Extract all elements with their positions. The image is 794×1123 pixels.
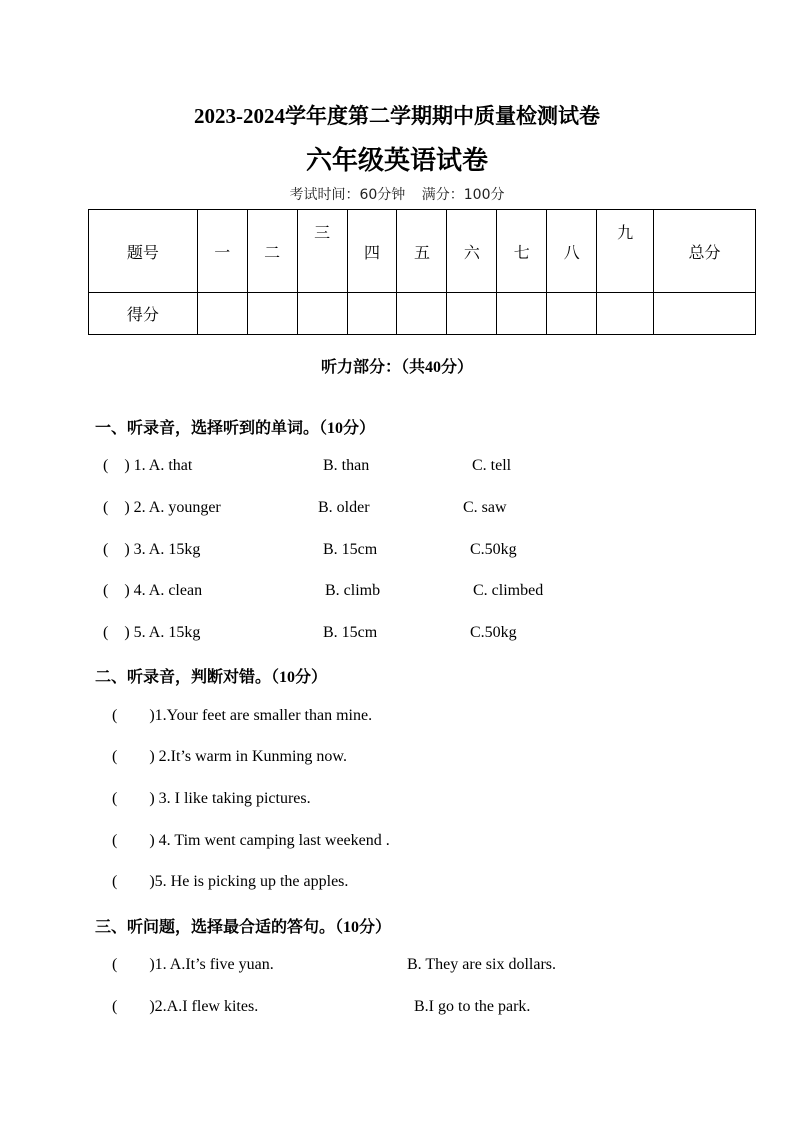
score-table-score-row (89, 293, 756, 335)
listening-part-heading: 听力部分：（共40分） (320, 359, 473, 376)
s1-q2-c: C. saw (463, 499, 507, 516)
section1-heading: 一、听录音，选择听到的单词。（10分） (95, 420, 376, 437)
section3-heading: 三、听问题，选择最合适的答句。（10分） (95, 919, 392, 936)
s1-q3-a: ( ) 3. A. 15kg (103, 541, 201, 558)
s1-q2-b: B. older (318, 499, 370, 516)
full-score: 满分：100分 (421, 187, 505, 203)
s2-q5: ( )5. He is picking up the apples. (112, 873, 349, 890)
score-input-cell[interactable] (297, 293, 347, 335)
s1-q4-a: ( ) 4. A. clean (103, 582, 203, 599)
s1-q4-b: B. climb (325, 582, 381, 599)
score-input-cell[interactable] (197, 293, 247, 335)
score-table (88, 209, 756, 335)
score-input-cell[interactable] (597, 293, 654, 335)
score-input-cell[interactable] (497, 293, 547, 335)
s1-q5-c: C.50kg (470, 624, 517, 641)
exam-time: 考试时间：60分钟 (289, 187, 406, 203)
s1-q1-a: ( ) 1. A. that (103, 457, 193, 474)
score-input-cell[interactable] (547, 293, 597, 335)
s1-q5-b: B. 15cm (323, 624, 378, 641)
table-cell: 六 (447, 210, 497, 293)
table-cell: 得分 (89, 293, 198, 335)
s3-q1-b: B. They are six dollars. (407, 956, 557, 973)
s3-q2-a: ( )2.A.I flew kites. (112, 998, 259, 1015)
s1-q5-a: ( ) 5. A. 15kg (103, 624, 201, 641)
s2-q4: ( ) 4. Tim went camping last weekend . (112, 832, 390, 849)
exam-subject-title: 六年级英语试卷 (305, 146, 488, 175)
score-table-header-row (89, 210, 756, 293)
s2-q3: ( ) 3. I like taking pictures. (112, 790, 311, 807)
table-cell: 题号 (89, 210, 198, 293)
table-cell: 一 (197, 210, 247, 293)
s1-q1-b: B. than (323, 457, 370, 474)
section2-heading: 二、听录音，判断对错。（10分） (95, 669, 328, 686)
s3-q1-a: ( )1. A.It’s five yuan. (112, 956, 274, 973)
score-input-cell[interactable] (347, 293, 397, 335)
table-cell: 总分 (654, 210, 756, 293)
s1-q4-c: C. climbed (473, 582, 544, 599)
score-input-cell[interactable] (654, 293, 756, 335)
s1-q3-b: B. 15cm (323, 541, 378, 558)
s2-q1: ( )1.Your feet are smaller than mine. (112, 707, 373, 724)
s1-q3-c: C.50kg (470, 541, 517, 558)
exam-info (0, 184, 794, 204)
table-cell: 九 (597, 210, 654, 293)
score-input-cell[interactable] (447, 293, 497, 335)
exam-title: 2023-2024学年度第二学期期中质量检测试卷 (194, 104, 600, 128)
table-cell: 八 (547, 210, 597, 293)
s1-q1-c: C. tell (472, 457, 512, 474)
s1-q2-a: ( ) 2. A. younger (103, 499, 221, 516)
table-cell: 五 (397, 210, 447, 293)
table-cell: 四 (347, 210, 397, 293)
table-cell: 七 (497, 210, 547, 293)
table-cell: 二 (247, 210, 297, 293)
s3-q2-b: B.I go to the park. (414, 998, 531, 1015)
score-input-cell[interactable] (247, 293, 297, 335)
table-cell: 三 (297, 210, 347, 293)
s2-q2: ( ) 2.It’s warm in Kunming now. (112, 748, 347, 765)
score-input-cell[interactable] (397, 293, 447, 335)
